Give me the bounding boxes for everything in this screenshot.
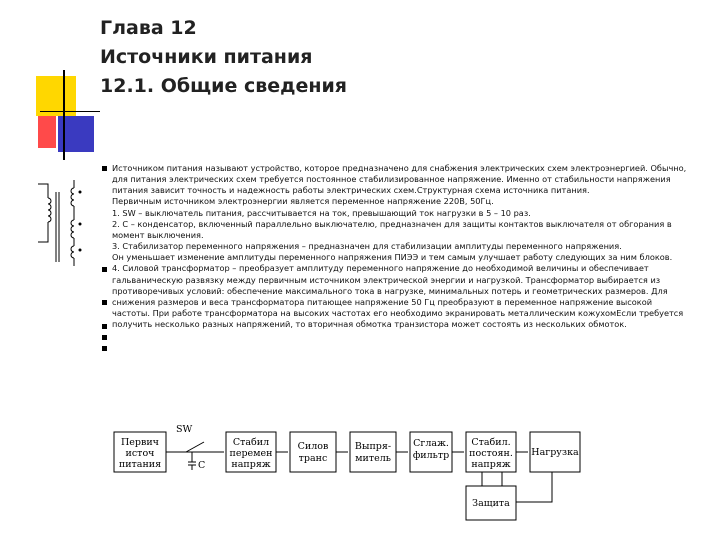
block-label: Сглаж.	[413, 438, 449, 449]
body-text	[112, 163, 687, 330]
transformer-schematic	[36, 162, 86, 272]
bullet-marker	[102, 346, 107, 351]
bullet-marker	[102, 324, 107, 329]
block-diagram	[112, 418, 587, 524]
paragraph: Первичным источником электроэнергии является переменное напряжение 220В, 50Гц.	[112, 196, 494, 207]
bullet-marker	[102, 335, 107, 340]
block-label: перемен	[229, 448, 273, 459]
block-label: фильтр	[412, 450, 450, 461]
block-label: транс	[298, 453, 328, 464]
capacitor-label: C	[198, 460, 206, 471]
paragraph: Источником питания называют устройство, которое предназначено для снабжения электрических схем электроэнергией. Обычно, для питания электрических схем требуется постоянное стабилизированное напряжение. Именно от стабильности напряжения питания зависит точность и надежность работы электрических схем.Структурная схема источника питания.	[112, 163, 687, 196]
bullet-marker	[102, 267, 107, 272]
block-label: постоян.	[469, 448, 513, 459]
section-title: 12.1. Общие сведения	[100, 75, 347, 97]
block-label: Нагрузка	[531, 447, 579, 458]
block-label: напряж	[231, 459, 271, 470]
block-rectifier	[350, 432, 396, 472]
decor-yellow-square	[36, 76, 76, 116]
block-power-transformer	[290, 432, 336, 472]
block-label: Выпря-	[354, 441, 392, 452]
paragraph: Он уменьшает изменение амплитуды переменного напряжения ПИЭЭ и тем самым улучшает работу следующих за ним блоков.	[112, 252, 673, 263]
block-label: питания	[118, 459, 162, 470]
switch-label: SW	[176, 424, 193, 435]
block-label: митель	[355, 453, 391, 464]
block-label: напряж	[471, 459, 511, 470]
block-label: источ	[125, 448, 155, 459]
chapter-label: Глава 12	[100, 17, 197, 39]
block-label: Силов	[297, 441, 329, 452]
paragraph: 4. Силовой трансформатор – преобразует амплитуду переменного напряжение до необходимой величины и обеспечивает гальваническую развязку между первичным источником электрической энергии и нагрузкой. Трансформатор выбирается из противоречивых условий: обеспечение максимального тока в нагрузке, минимальных потерь и геометрических размеров. Для снижения размеров и веса трансформатора питающее напряжение 50 Гц преобразуют в переменное напряжение высокой частоты. При работе трансформатора на высоких частотах его необходимо экранировать металлическим кожухомЕсли требуется получить несколько разных напряжений, то вторичная обмотка транзистора может состоять из нескольких обмоток.	[112, 263, 684, 330]
block-label: Стабил.	[471, 437, 511, 448]
decor-red-square	[38, 116, 56, 148]
paragraph: 1. SW – выключатель питания, рассчитывается на ток, превышающий ток нагрузки в 5 – 10 раз.	[112, 207, 531, 218]
paragraph: 2. С – конденсатор, включенный параллельно выключателю, предназначен для защиты контактов выключателя от обгорания в момент выключения.	[112, 218, 672, 240]
slide-title	[100, 14, 347, 101]
paragraph: 3. Стабилизатор переменного напряжения – предназначен для стабилизации амплитуды переменного напряжения.	[112, 241, 622, 252]
decor-horizontal-line	[40, 111, 100, 112]
decor-vertical-line	[63, 70, 65, 160]
block-label: Стабил	[232, 437, 270, 448]
block-label: Первич	[121, 437, 159, 448]
bullet-marker	[102, 166, 107, 171]
block-label: Защита	[472, 498, 510, 509]
chapter-title: Источники питания	[100, 46, 313, 68]
bullet-marker	[102, 300, 107, 305]
